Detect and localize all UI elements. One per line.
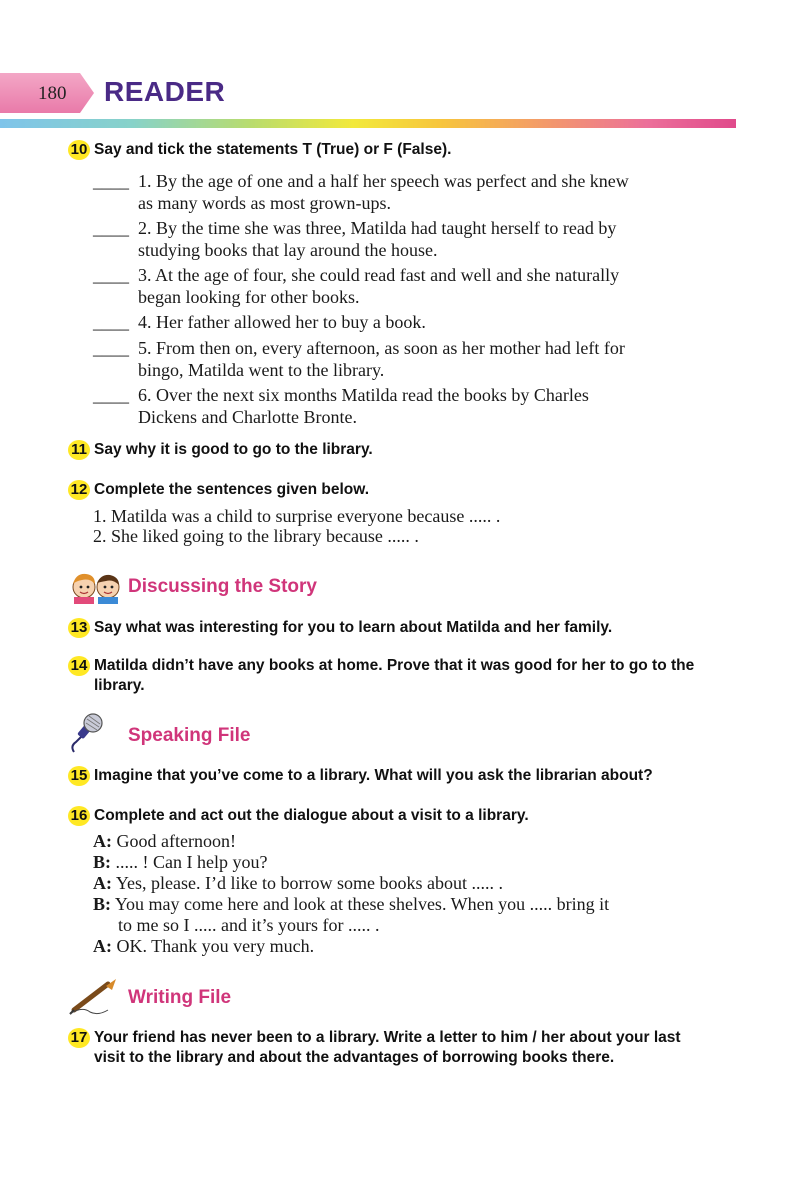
quill-pen-icon bbox=[68, 976, 120, 1016]
answer-blank[interactable]: ____ bbox=[93, 171, 129, 191]
statement-5: ____ 5. From then on, every afternoon, as soon as her mother had left for bingo, Matilda went to the library. bbox=[93, 338, 625, 380]
task-12-instruction: 12 Complete the sentences given below. bbox=[68, 480, 369, 500]
speaking-heading: Speaking File bbox=[128, 725, 251, 746]
task-17-instruction: 17 Your friend has never been to a library. Write a letter to him / her about your last visit to the library and about the advantages of borrowing books there. bbox=[68, 1028, 736, 1068]
page-number: 180 bbox=[38, 83, 67, 104]
dialogue-line-continued: to me so I ..... and it’s yours for ..... . bbox=[118, 915, 380, 935]
task-15-instruction: 15 Imagine that you’ve come to a library. What will you ask the librarian about? bbox=[68, 766, 653, 786]
answer-blank[interactable]: ____ bbox=[93, 218, 129, 238]
statement-1: ____ 1. By the age of one and a half her speech was perfect and she knew as many words as most grown-ups. bbox=[93, 171, 629, 213]
writing-heading: Writing File bbox=[128, 987, 232, 1008]
dialogue-line: B: You may come here and look at these shelves. When you ..... bring it bbox=[93, 894, 610, 914]
task-13-instruction: 13 Say what was interesting for you to learn about Matilda and her family. bbox=[68, 618, 612, 638]
answer-blank[interactable]: ____ bbox=[93, 312, 129, 332]
task-14-instruction: 14 Matilda didn’t have any books at home. Prove that it was good for her to go to the library. bbox=[68, 656, 736, 696]
dialogue-line: A: Yes, please. I’d like to borrow some books about ..... . bbox=[93, 873, 503, 893]
page-title: READER bbox=[104, 76, 226, 107]
statement-3: ____ 3. At the age of four, she could read fast and well and she naturally began looking for other books. bbox=[93, 265, 620, 307]
task-number: 11 bbox=[68, 440, 90, 460]
task-number: 16 bbox=[68, 806, 90, 826]
sentence-1: 1. Matilda was a child to surprise everyone because ..... . bbox=[93, 506, 501, 526]
dialogue-line: A: OK. Thank you very much. bbox=[93, 936, 315, 956]
sentence-2: 2. She liked going to the library because ..... . bbox=[93, 526, 419, 546]
task-number: 14 bbox=[68, 656, 90, 676]
answer-blank[interactable]: ____ bbox=[93, 338, 129, 358]
discussing-heading: Discussing the Story bbox=[128, 576, 317, 597]
task-number: 17 bbox=[68, 1028, 90, 1048]
statement-2: ____ 2. By the time she was three, Matilda had taught herself to read by studying books that lay around the house. bbox=[93, 218, 617, 260]
task-16-instruction: 16 Complete and act out the dialogue about a visit to a library. bbox=[68, 806, 529, 826]
discussion-kids-icon bbox=[68, 570, 124, 604]
statement-4: ____ 4. Her father allowed her to buy a book. bbox=[93, 312, 426, 332]
header-rule bbox=[0, 119, 736, 128]
task-10-instruction: 10 Say and tick the statements T (True) or F (False). bbox=[68, 140, 451, 160]
task-number: 15 bbox=[68, 766, 90, 786]
microphone-icon bbox=[66, 712, 106, 754]
dialogue-line: A: Good afternoon! bbox=[93, 831, 236, 851]
task-number: 13 bbox=[68, 618, 90, 638]
task-11-instruction: 11 Say why it is good to go to the library. bbox=[68, 440, 373, 460]
answer-blank[interactable]: ____ bbox=[93, 385, 129, 405]
task-number: 12 bbox=[68, 480, 90, 500]
dialogue bbox=[93, 831, 736, 957]
task-number: 10 bbox=[68, 140, 90, 160]
statement-6: ____ 6. Over the next six months Matilda read the books by Charles Dickens and Charlotte Bronte. bbox=[93, 385, 589, 427]
dialogue-line: B: ..... ! Can I help you? bbox=[93, 852, 268, 872]
answer-blank[interactable]: ____ bbox=[93, 265, 129, 285]
